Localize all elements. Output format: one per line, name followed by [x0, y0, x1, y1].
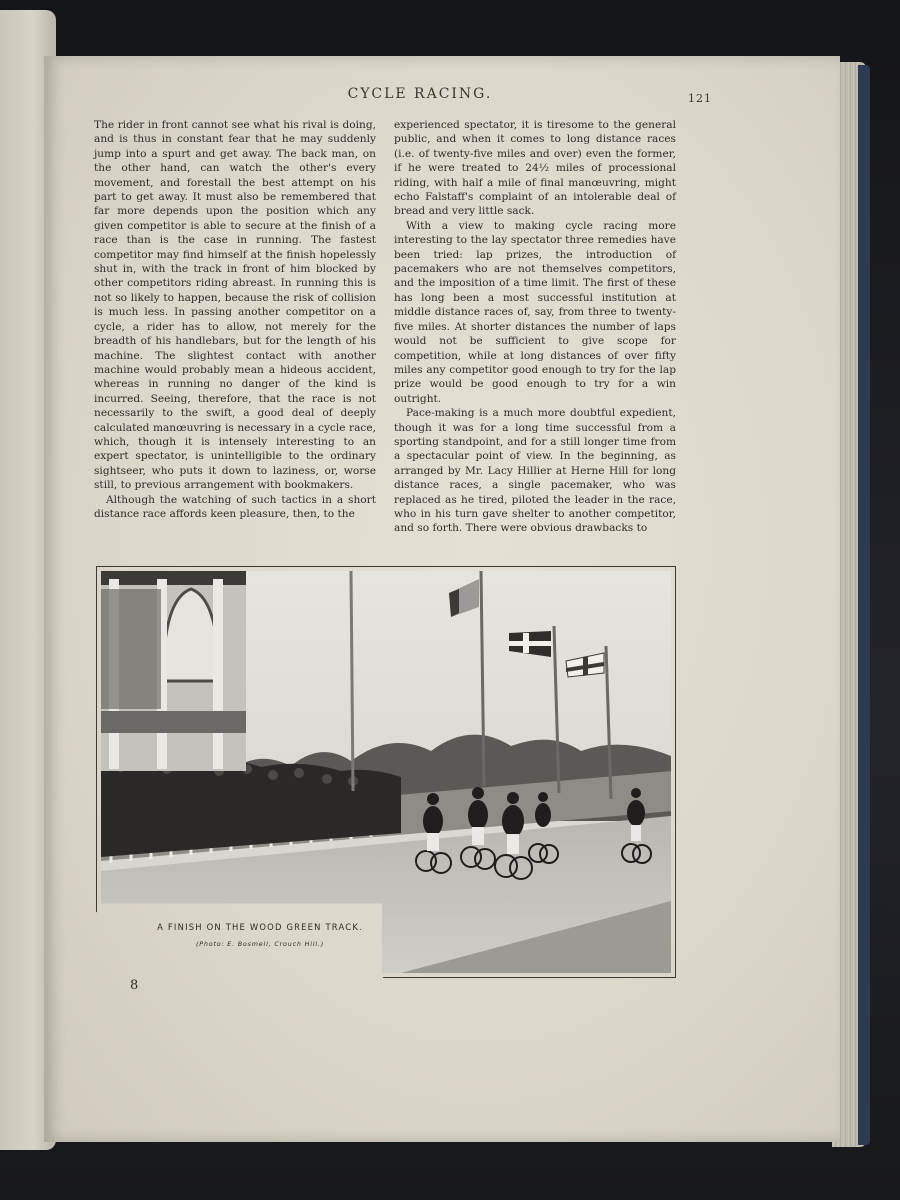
signature-mark: 8 — [130, 978, 139, 993]
text-column-right — [394, 118, 676, 536]
race-photograph — [101, 571, 671, 973]
figure-caption-block — [110, 922, 410, 948]
paragraph: The rider in front cannot see what his rival is doing, and is thus in constant fear that he may suddenly jump into a spurt and get away. The back man, on the other hand, can watch the other's every movement, and forestall the best attempt on his part to get away. It must also be remembered that far more depends upon the position which any given competitor is able to secure at the finish of a race than is the case in running. The fastest competitor may find himself at the finish hopelessly shut in, with the track in front of him blocked by other competitors riding abreast. In running this is not so likely to happen, because the risk of collision is much less. In passing another competitor on a cycle, a rider has to allow, not merely for the breadth of his handlebars, but for the length of his machine. The slightest contact with another machine would probably mean a hideous accident, whereas in running no danger of the kind is incurred. Seeing, therefore, that the race is not necessarily to the swift, a good deal of deeply calculated manœuvring is necessary in a cycle race, which, though it is intensely interesting to an expert spectator, is unintelligible to the ordinary sightseer, who puts it down to laziness, or, worse still, to previous arrangement with bookmakers. — [94, 119, 376, 492]
figure — [96, 566, 676, 978]
page-number: 121 — [688, 92, 712, 105]
paragraph: experienced spectator, it is tiresome to the general public, and when it comes to long distance races (i.e. of twenty-five miles and over) even the former, if he were treated to 24½ miles of processional riding, with half a mile of final manœuvring, might echo Falstaff's complaint of an intolerable deal of bread and very little sack. — [394, 119, 676, 218]
book-cover-edge — [858, 65, 870, 1145]
paragraph: With a view to making cycle racing more interesting to the lay spectator three remedies have been tried: lap prizes, the introduction of pacemakers who are not themselves competitors, and the imposition of a time limit. The first of these has long been a most successful institution at middle distance races of, say, from three to twenty-five miles. At shorter distances the number of laps would not be sufficient to give scope for competition, while at long distances of over fifty miles any competitor good enough to try for the lap prize would be good enough to try for a win outright. — [394, 219, 676, 405]
figure-caption: A FINISH ON THE WOOD GREEN TRACK. — [157, 922, 363, 932]
running-title: CYCLE RACING. — [347, 86, 493, 102]
paragraph: Pace-making is a much more doubtful expedient, though it was for a long time successful from a sporting standpoint, and for a still longer time from a spectacular point of view. In the beginning, as arranged by Mr. Lacy Hillier at Herne Hill for long distance races, a single pacemaker, who was replaced as he tired, piloted the leader in the race, who in his turn gave shelter to another competitor, and so forth. There were obvious drawbacks to — [394, 407, 676, 535]
text-column-left — [94, 118, 376, 521]
photo-credit: (Photo: E. Bosmell, Crouch Hill.) — [195, 940, 325, 948]
paragraph: Although the watching of such tactics in a short distance race affords keen pleasure, then, to the — [94, 493, 376, 520]
